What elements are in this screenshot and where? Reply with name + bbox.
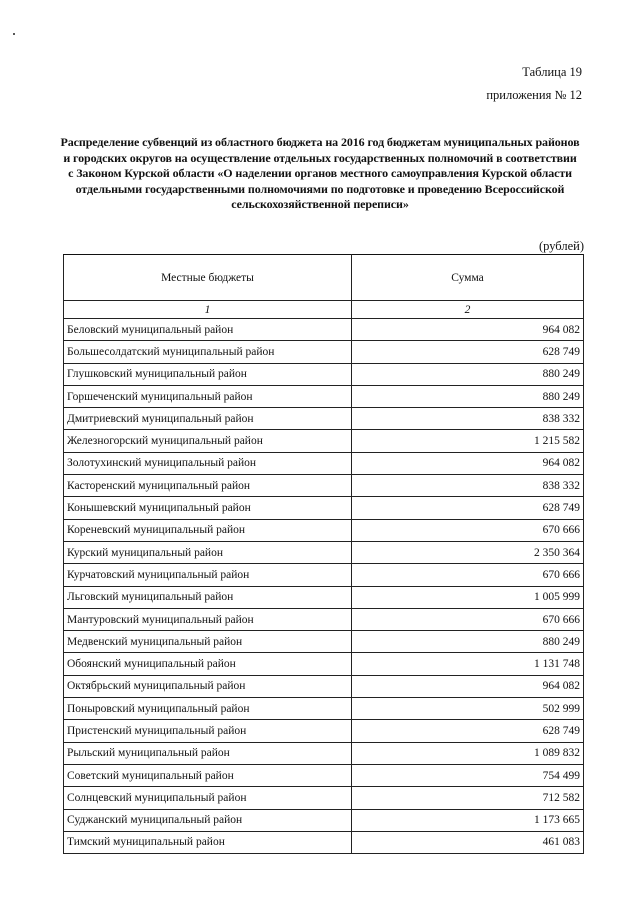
district-name-cell: Солнцевский муниципальный район <box>64 787 352 809</box>
district-name-cell: Тимский муниципальный район <box>64 831 352 853</box>
appendix-caption: приложения № 12 <box>486 88 582 102</box>
table-row <box>64 319 584 341</box>
amount-cell: 628 749 <box>351 497 583 519</box>
district-name-cell: Курчатовский муниципальный район <box>64 564 352 586</box>
district-name-cell: Рыльский муниципальный район <box>64 742 352 764</box>
amount-cell: 2 350 364 <box>351 541 583 563</box>
table-row <box>64 564 584 586</box>
unit-note: (рублей) <box>538 239 584 253</box>
district-name-cell: Суджанский муниципальный район <box>64 809 352 831</box>
district-name-cell: Большесолдатский муниципальный район <box>64 341 352 363</box>
district-name-cell: Глушковский муниципальный район <box>64 363 352 385</box>
column-number-1: 1 <box>64 301 352 319</box>
district-name-cell: Железногорский муниципальный район <box>64 430 352 452</box>
column-header-budgets: Местные бюджеты <box>64 255 352 301</box>
district-name-cell: Кореневский муниципальный район <box>64 519 352 541</box>
district-name-cell: Поныровский муниципальный район <box>64 698 352 720</box>
column-number-row <box>64 301 584 319</box>
district-name-cell: Советский муниципальный район <box>64 764 352 786</box>
district-name-cell: Октябрьский муниципальный район <box>64 675 352 697</box>
document-title: Распределение субвенций из областного бюджета на 2016 год бюджетам муниципальных районов и городских округов на осуществление отдельных государственных полномочий в соответствии с Законом Курской области «О наделении органов местного самоуправления Курской области отдельными государственными полномочиями по подготовке и проведению Всероссийской сельскохозяйственной переписи» <box>60 135 580 211</box>
table-row <box>64 764 584 786</box>
amount-cell: 880 249 <box>351 631 583 653</box>
district-name-cell: Касторенский муниципальный район <box>64 475 352 497</box>
amount-cell: 1 215 582 <box>351 430 583 452</box>
amount-cell: 880 249 <box>351 385 583 407</box>
district-name-cell: Курский муниципальный район <box>64 541 352 563</box>
amount-cell: 502 999 <box>351 698 583 720</box>
amount-cell: 712 582 <box>351 787 583 809</box>
amount-cell: 754 499 <box>351 764 583 786</box>
amount-cell: 461 083 <box>351 831 583 853</box>
amount-cell: 628 749 <box>351 341 583 363</box>
table-number-caption: Таблица 19 <box>522 65 582 79</box>
amount-cell: 838 332 <box>351 408 583 430</box>
district-name-cell: Льговский муниципальный район <box>64 586 352 608</box>
table-row <box>64 698 584 720</box>
table-row <box>64 742 584 764</box>
table-row <box>64 497 584 519</box>
amount-cell: 628 749 <box>351 720 583 742</box>
table-row <box>64 452 584 474</box>
amount-cell: 1 089 832 <box>351 742 583 764</box>
amount-cell: 1 173 665 <box>351 809 583 831</box>
table-row <box>64 720 584 742</box>
table-row <box>64 653 584 675</box>
amount-cell: 880 249 <box>351 363 583 385</box>
table-row <box>64 541 584 563</box>
table-row <box>64 519 584 541</box>
district-name-cell: Золотухинский муниципальный район <box>64 452 352 474</box>
table-row <box>64 341 584 363</box>
district-name-cell: Беловский муниципальный район <box>64 319 352 341</box>
table-row <box>64 809 584 831</box>
amount-cell: 670 666 <box>351 608 583 630</box>
table-row <box>64 363 584 385</box>
district-name-cell: Пристенский муниципальный район <box>64 720 352 742</box>
table-row <box>64 631 584 653</box>
amount-cell: 670 666 <box>351 564 583 586</box>
amount-cell: 964 082 <box>351 675 583 697</box>
district-name-cell: Медвенский муниципальный район <box>64 631 352 653</box>
table-row <box>64 787 584 809</box>
column-number-2: 2 <box>351 301 583 319</box>
table-row <box>64 385 584 407</box>
district-name-cell: Горшеченский муниципальный район <box>64 385 352 407</box>
table-row <box>64 831 584 853</box>
table-row <box>64 608 584 630</box>
table-row <box>64 586 584 608</box>
amount-cell: 670 666 <box>351 519 583 541</box>
scan-speck <box>13 33 15 35</box>
column-header-amount: Сумма <box>351 255 583 301</box>
table-row <box>64 430 584 452</box>
table-row <box>64 675 584 697</box>
subvention-table <box>63 254 584 854</box>
district-name-cell: Мантуровский муниципальный район <box>64 608 352 630</box>
amount-cell: 838 332 <box>351 475 583 497</box>
district-name-cell: Конышевский муниципальный район <box>64 497 352 519</box>
district-name-cell: Обоянский муниципальный район <box>64 653 352 675</box>
amount-cell: 964 082 <box>351 452 583 474</box>
amount-cell: 1 005 999 <box>351 586 583 608</box>
table-row <box>64 475 584 497</box>
district-name-cell: Дмитриевский муниципальный район <box>64 408 352 430</box>
amount-cell: 1 131 748 <box>351 653 583 675</box>
table-header-row <box>64 255 584 301</box>
table-row <box>64 408 584 430</box>
amount-cell: 964 082 <box>351 319 583 341</box>
